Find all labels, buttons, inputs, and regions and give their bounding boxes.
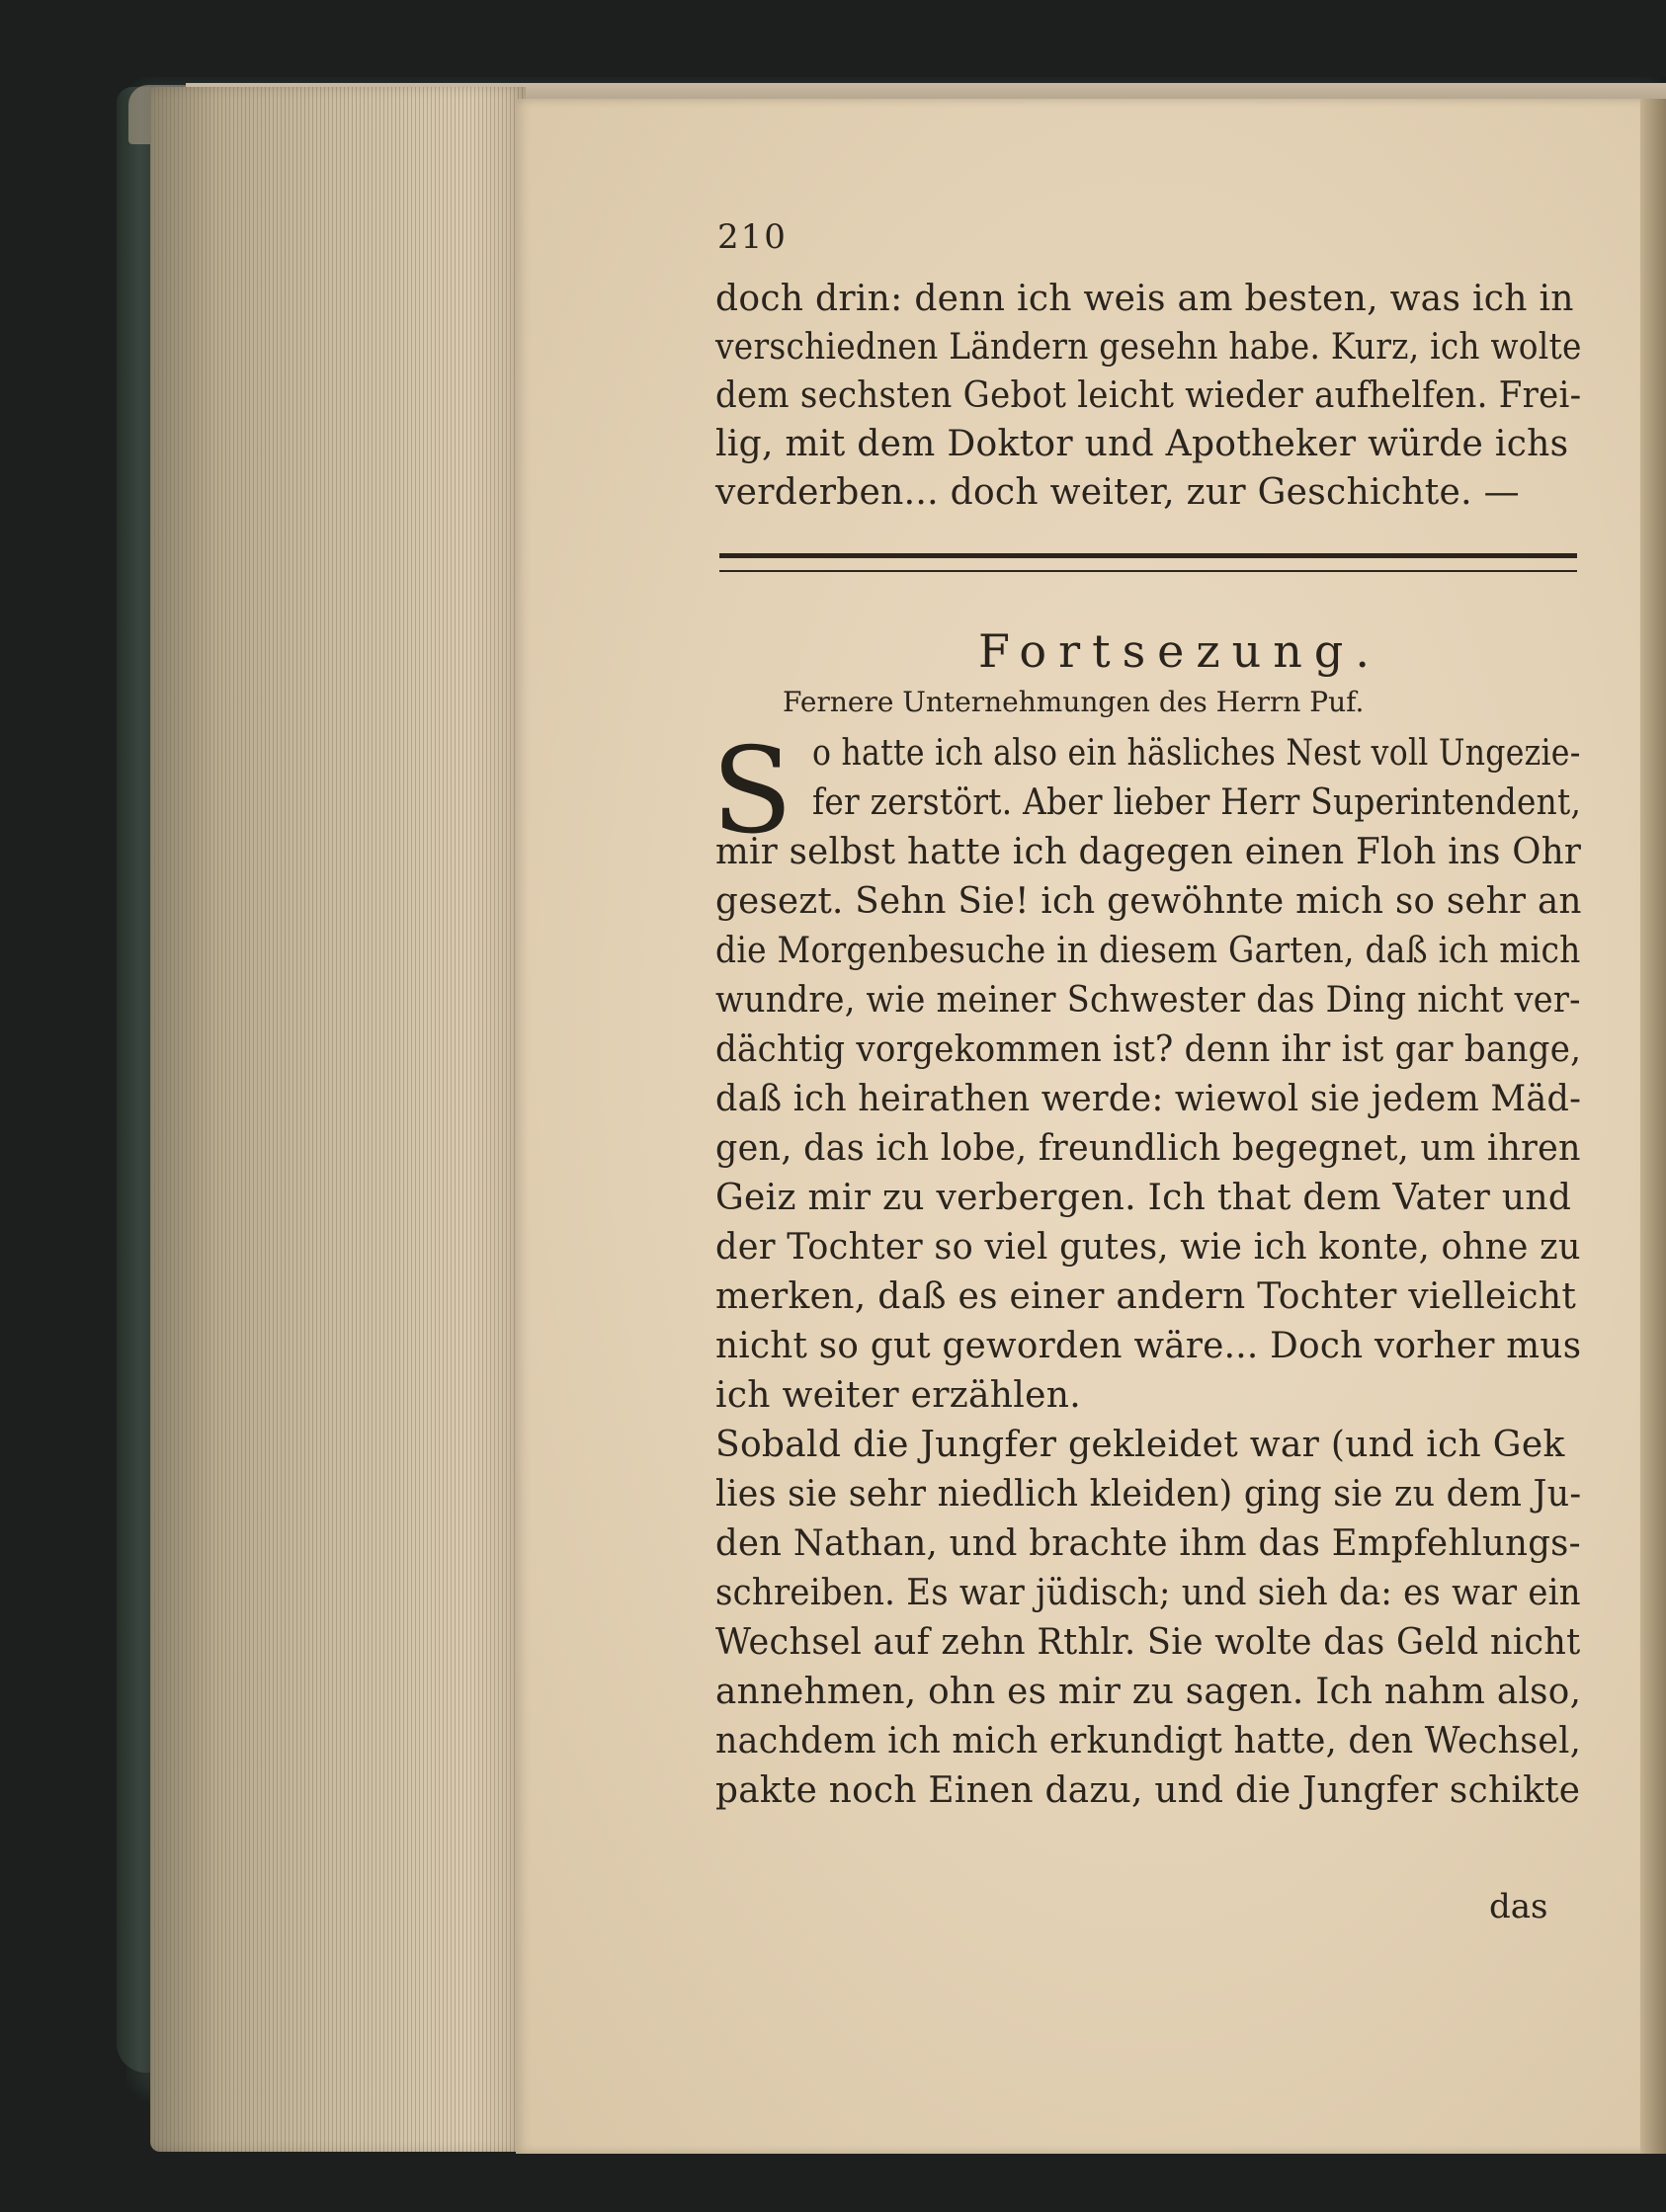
text-line: ich weiter erzählen. xyxy=(715,1375,1081,1416)
page-edges xyxy=(150,87,526,2152)
text-line: mir selbst hatte ich dagegen einen Floh ins Ohr xyxy=(715,832,1582,872)
section-subtitle: Fernere Unternehmungen des Herrn Puf. xyxy=(783,686,1365,718)
text-line: den Nathan, und brachte ihm das Empfehlungs- xyxy=(715,1523,1581,1564)
page-gutter xyxy=(1640,99,1666,2154)
text-line: verderben... doch weiter, zur Geschichte. — xyxy=(715,472,1520,513)
text-line: Wechsel auf zehn Rthlr. Sie wolte das Geld nicht xyxy=(715,1622,1581,1663)
text-line: dem sechsten Gebot leicht wieder aufhelfen. Frei- xyxy=(715,375,1582,416)
section-title: Fortsezung. xyxy=(978,624,1381,678)
text-line: gen, das ich lobe, freundlich begegnet, um ihren xyxy=(715,1128,1581,1169)
text-line: lig, mit dem Doktor und Apotheker würde ichs xyxy=(715,424,1569,464)
text-line: merken, daß es einer andern Tochter vielleicht xyxy=(715,1276,1577,1317)
text-line: nachdem ich mich erkundigt hatte, den Wechsel, xyxy=(715,1721,1582,1761)
drop-cap: S xyxy=(711,723,793,860)
text-line: verschiednen Ländern gesehn habe. Kurz, ich wolte xyxy=(715,327,1582,368)
page-number: 210 xyxy=(717,217,788,257)
text-line: fer zerstört. Aber lieber Herr Superintendent, xyxy=(812,782,1582,823)
text-line: lies sie sehr niedlich kleiden) ging sie zu dem Ju- xyxy=(715,1474,1582,1515)
text-line: wundre, wie meiner Schwester das Ding nicht ver- xyxy=(715,980,1581,1021)
text-line: o hatte ich also ein häsliches Nest voll Ungezie- xyxy=(812,733,1581,774)
text-line: Geiz mir zu verbergen. Ich that dem Vater und xyxy=(715,1178,1572,1218)
text-line: doch drin: denn ich weis am besten, was ich in xyxy=(715,279,1574,319)
text-line: die Morgenbesuche in diesem Garten, daß ich mich xyxy=(715,931,1581,971)
text-line: dächtig vorgekommen ist? denn ihr ist gar bange, xyxy=(715,1029,1582,1070)
text-line: Sobald die Jungfer gekleidet war (und ich Gek xyxy=(715,1425,1565,1465)
text-line: nicht so gut geworden wäre... Doch vorher mus xyxy=(715,1326,1582,1366)
text-line: der Tochter so viel gutes, wie ich konte, ohne zu xyxy=(715,1227,1581,1268)
text-line: gesezt. Sehn Sie! ich gewöhnte mich so sehr an xyxy=(715,881,1582,922)
text-line: daß ich heirathen werde: wiewol sie jedem Mäd- xyxy=(715,1079,1582,1119)
text-line: schreiben. Es war jüdisch; und sieh da: es war ein xyxy=(715,1573,1581,1613)
text-line: annehmen, ohn es mir zu sagen. Ich nahm also, xyxy=(715,1672,1582,1712)
section-divider-rule xyxy=(719,553,1577,572)
text-line: pakte noch Einen dazu, und die Jungfer schikte xyxy=(715,1770,1581,1811)
catchword: das xyxy=(1489,1887,1548,1926)
